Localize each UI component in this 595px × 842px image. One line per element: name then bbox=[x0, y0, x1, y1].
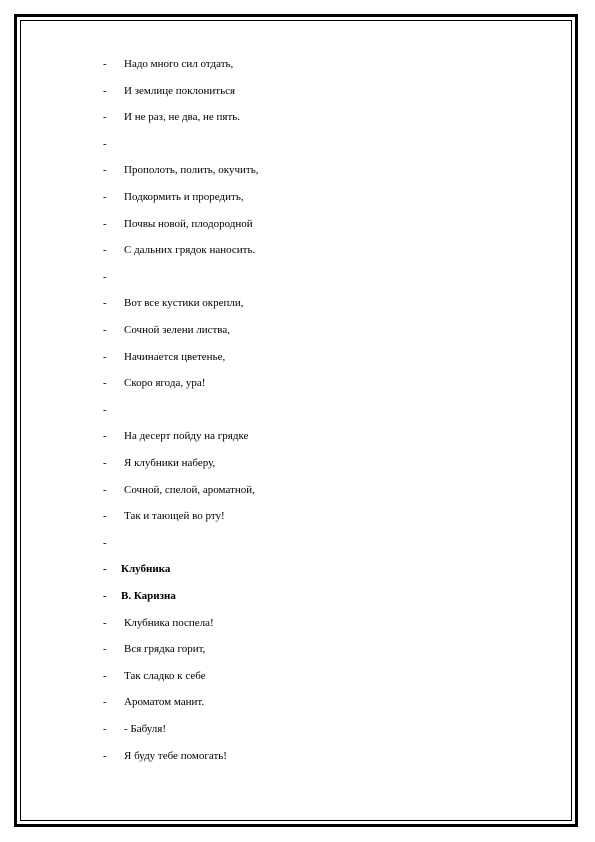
poem-line-text: - Бабуля! bbox=[124, 723, 167, 735]
list-bullet: - bbox=[103, 217, 107, 230]
poem-line bbox=[0, 639, 595, 659]
list-bullet: - bbox=[103, 483, 107, 496]
poem-line bbox=[0, 373, 595, 393]
poem-line bbox=[0, 293, 595, 313]
poem-line bbox=[0, 613, 595, 633]
poem-line bbox=[0, 267, 595, 287]
poem-line bbox=[0, 719, 595, 739]
poem-line bbox=[0, 134, 595, 154]
poem-line bbox=[0, 320, 595, 340]
poem-line bbox=[0, 107, 595, 127]
poem-line bbox=[0, 187, 595, 207]
poem-line-text: Сочной зелени листва, bbox=[124, 324, 230, 336]
list-bullet: - bbox=[103, 111, 107, 124]
poem-line-text: Клубника bbox=[121, 563, 171, 576]
list-bullet: - bbox=[103, 669, 107, 682]
poem-line bbox=[0, 214, 595, 234]
list-bullet: - bbox=[103, 536, 107, 549]
list-bullet: - bbox=[103, 324, 107, 336]
poem-line bbox=[0, 533, 595, 553]
poem-line bbox=[0, 160, 595, 180]
list-bullet: - bbox=[103, 244, 107, 257]
poem-line-text: И не раз, не два, не пять. bbox=[124, 111, 241, 124]
list-bullet: - bbox=[103, 270, 107, 283]
list-bullet: - bbox=[103, 723, 107, 735]
poem-line bbox=[0, 666, 595, 686]
list-bullet: - bbox=[103, 191, 107, 203]
poem-line bbox=[0, 400, 595, 420]
poem-line-text: С дальних грядок наносить. bbox=[124, 244, 256, 257]
poem-line-text: Подкормить и проредить, bbox=[124, 191, 244, 203]
poem-line-text: Я клубники наберу, bbox=[124, 457, 216, 469]
list-bullet: - bbox=[103, 616, 107, 629]
poem-line-text: Скоро ягода, ура! bbox=[124, 377, 206, 390]
list-bullet: - bbox=[103, 137, 107, 150]
poem-line-text: Начинается цветенье, bbox=[124, 350, 226, 363]
poem-line bbox=[0, 426, 595, 446]
list-bullet: - bbox=[103, 403, 107, 416]
list-bullet: - bbox=[103, 510, 107, 523]
list-bullet: - bbox=[103, 350, 107, 363]
list-bullet: - bbox=[103, 297, 107, 310]
poem-line bbox=[0, 54, 595, 74]
poem-line bbox=[0, 506, 595, 526]
list-bullet: - bbox=[103, 749, 107, 762]
poem-line bbox=[0, 692, 595, 712]
poem-line-text: Ароматом манит. bbox=[124, 696, 205, 709]
poem-line-text: На десерт пойду на грядке bbox=[124, 430, 249, 443]
list-bullet: - bbox=[103, 430, 107, 443]
poem-line bbox=[0, 81, 595, 101]
poem-line-text: И землице поклониться bbox=[124, 84, 236, 97]
poem-line bbox=[0, 480, 595, 500]
poem-line-text: Клубника поспела! bbox=[124, 616, 214, 629]
poem-line-text: Надо много сил отдать, bbox=[124, 58, 234, 70]
list-bullet: - bbox=[103, 84, 107, 97]
poem-line-text: Сочной, спелой, ароматной, bbox=[124, 483, 255, 496]
list-bullet: - bbox=[103, 563, 107, 576]
list-bullet: - bbox=[103, 164, 107, 177]
poem-line-text: Почвы новой, плодородной bbox=[124, 217, 253, 230]
list-bullet: - bbox=[103, 590, 107, 602]
poem-line-text: Вся грядка горит, bbox=[124, 643, 206, 656]
poem-line-text: Так сладко к себе bbox=[124, 669, 206, 682]
list-bullet: - bbox=[103, 377, 107, 390]
poem-line bbox=[0, 586, 595, 606]
poem-line-text: Вот все кустики окрепли, bbox=[124, 297, 244, 310]
poem-line bbox=[0, 347, 595, 367]
list-bullet: - bbox=[103, 643, 107, 656]
poem-line-text: В. Каризна bbox=[121, 590, 176, 602]
poem-line bbox=[0, 240, 595, 260]
poem-line bbox=[0, 746, 595, 766]
list-bullet: - bbox=[103, 58, 107, 70]
poem-line bbox=[0, 453, 595, 473]
list-bullet: - bbox=[103, 696, 107, 709]
poem-line-text: Я буду тебе помогать! bbox=[124, 749, 227, 762]
poem-line-text: Прополоть, полить, окучить, bbox=[124, 164, 259, 177]
poem-line bbox=[0, 559, 595, 579]
poem-line-text: Так и тающей во рту! bbox=[124, 510, 225, 523]
list-bullet: - bbox=[103, 457, 107, 469]
